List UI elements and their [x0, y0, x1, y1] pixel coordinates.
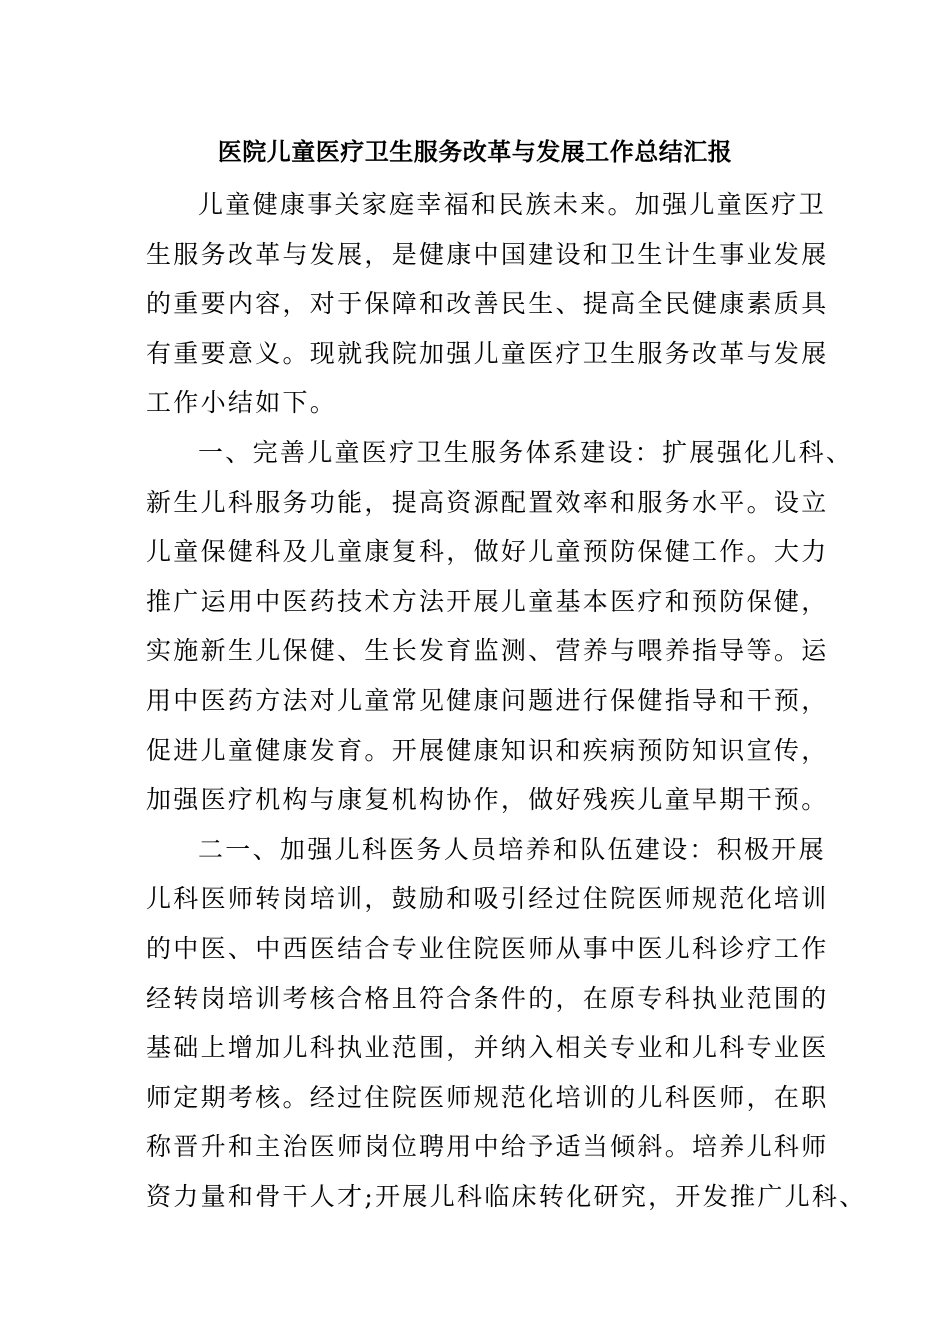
- text-line: 的重要内容，对于保障和改善民生、提高全民健康素质具: [146, 289, 829, 319]
- document-title: 医院儿童医疗卫生服务改革与发展工作总结汇报: [217, 137, 733, 166]
- text-line: 儿童保健科及儿童康复科，做好儿童预防保健工作。大力: [146, 537, 829, 567]
- text-line: 经转岗培训考核合格且符合条件的，在原专科执业范围的: [146, 983, 829, 1013]
- text-line: 资力量和骨干人才;开展儿科临床转化研究，开发推广儿科、: [146, 1181, 867, 1211]
- text-line: 一、完善儿童医疗卫生服务体系建设：扩展强化儿科、: [198, 437, 854, 467]
- text-line: 称晋升和主治医师岗位聘用中给予适当倾斜。培养儿科师: [146, 1132, 829, 1162]
- text-line: 促进儿童健康发育。开展健康知识和疾病预防知识宣传，: [146, 735, 829, 765]
- text-line: 推广运用中医药技术方法开展儿童基本医疗和预防保健，: [146, 586, 829, 616]
- text-line: 二一、加强儿科医务人员培养和队伍建设：积极开展: [198, 834, 826, 864]
- text-line: 工作小结如下。: [146, 388, 338, 418]
- text-line: 新生儿科服务功能，提高资源配置效率和服务水平。设立: [146, 487, 829, 517]
- text-line: 师定期考核。经过住院医师规范化培训的儿科医师，在职: [146, 1082, 829, 1112]
- text-line: 生服务改革与发展，是健康中国建设和卫生计生事业发展: [146, 239, 829, 269]
- text-line: 加强医疗机构与康复机构协作，做好残疾儿童早期干预。: [146, 785, 829, 815]
- text-line: 用中医药方法对儿童常见健康问题进行保健指导和干预，: [146, 685, 829, 715]
- text-line: 有重要意义。现就我院加强儿童医疗卫生服务改革与发展: [146, 338, 829, 368]
- text-line: 儿科医师转岗培训，鼓励和吸引经过住院医师规范化培训: [146, 884, 829, 914]
- document-body: [146, 180, 867, 1221]
- text-line: 儿童健康事关家庭幸福和民族未来。加强儿童医疗卫: [198, 190, 826, 219]
- text-line: 实施新生儿保健、生长发育监测、营养与喂养指导等。运: [146, 636, 829, 666]
- text-line: 基础上增加儿科执业范围，并纳入相关专业和儿科专业医: [146, 1033, 829, 1063]
- text-line: 的中医、中西医结合专业住院医师从事中医儿科诊疗工作: [146, 933, 829, 963]
